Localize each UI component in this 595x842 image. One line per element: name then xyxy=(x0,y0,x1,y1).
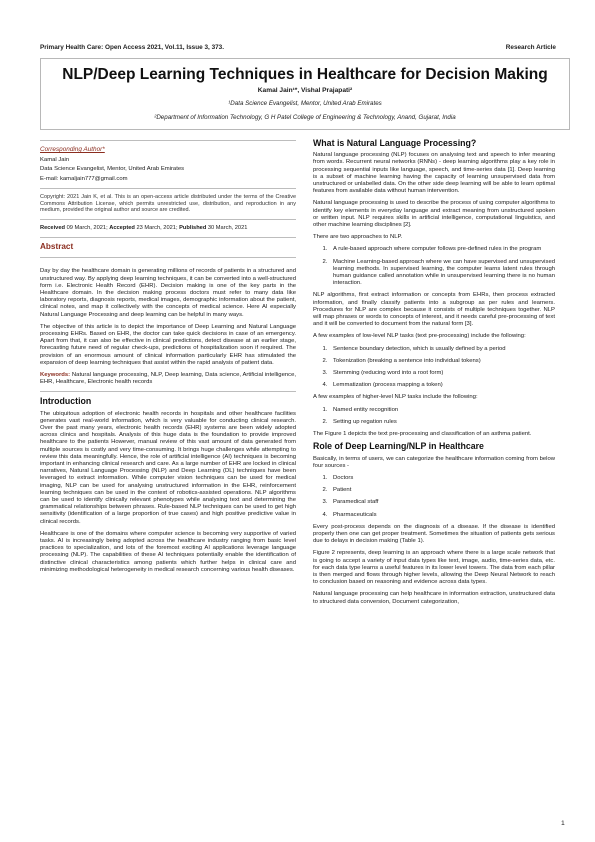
list-item: 1. Doctors xyxy=(329,475,555,482)
sources-list xyxy=(313,475,555,519)
list-item: 1. A rule-based approach where computer follows pre-defined rules in the program xyxy=(329,246,555,253)
nlp-paragraph-7: The Figure 1 depicts the text pre-processing and classification of an asthma patient. xyxy=(313,431,532,438)
list-item: 1. Named entity recognition xyxy=(329,407,555,414)
accepted-date: 23 March, 2021; xyxy=(134,224,180,231)
accepted-label: Accepted xyxy=(109,224,135,231)
list-item: 2. Patient xyxy=(329,487,555,494)
right-column xyxy=(313,140,555,611)
role-paragraph-1: Basically, in terms of users, we can categorize the healthcare information coming from below four sources - xyxy=(313,455,555,469)
left-column xyxy=(40,140,296,579)
abstract-paragraph-2: The objective of this article is to depict the importance of Deep Learning and Natural Language processing EHRs. Based on EHR, the doctor can take quick decisions in case of an emergency. Apart from that, it can also be effective in clinical predictions, detect disease at an earlier stage, forecasting future need of regular check-ups, predictions of hospitalization soon if required. The provision of an enormous amount of clinical information particularly EHR has stimulated the expansion of deep learning techniques that assist within the rapid analysis of patient data. xyxy=(40,323,296,366)
affiliation-2: ²Department of Information Technology, G H Patel College of Engineering & Technology, Anand, Gujarat, India xyxy=(154,114,456,121)
nlp-paragraph-2: Natural language processing is used to describe the process of using computer algorithms to identify key elements in everyday language and extract meaning from unstructured spoken or written input. NLP requires skills in artificial intelligence, computational linguistics, and other machine learning disciplines [2]. xyxy=(313,200,555,229)
abstract-heading: Abstract xyxy=(40,242,74,252)
keywords-text: Natural language processing, NLP, Deep learning, Data science, Artificial intelligence, EHR, Healthcare, Electronic health records xyxy=(40,371,296,386)
introduction-paragraph-2: Healthcare is one of the domains where computer science is becoming very supportive of varied tasks. AI is increasingly being adopted across the healthcare industry ranging from basic level practices to specialization, and lots of the foremost exciting AI applications leverage language processing (NLP). The capabilities of these AI techniques potentially enable the identification of distinctive clinical characteristics among patients which further helps in clinical care and minimizing methodological heterogeneity in medical research concerning various health diseases. xyxy=(40,530,296,573)
journal-header: Primary Health Care: Open Access 2021, Vol.11, Issue 3, 373. xyxy=(40,44,225,51)
role-paragraph-2: Every post-process depends on the diagnosis of a disease. If the disease is identified properly then one can get proper treatment. Sometimes the situation of patients gets serious due to delays in decision making (Table 1). xyxy=(313,523,555,545)
low-level-tasks-list xyxy=(313,346,555,390)
role-heading: Role of Deep Learning/NLP in Healthcare xyxy=(313,441,484,452)
affiliation-1: ¹Data Science Evangelist, Mentor, United Arab Emirates xyxy=(228,100,382,107)
high-level-tasks-list xyxy=(313,407,555,426)
list-item: 2. Setting up regation rules xyxy=(329,419,555,426)
keywords xyxy=(40,372,296,386)
nlp-paragraph-5: A few examples of low-level NLP tasks (text pre-processing) include the following: xyxy=(313,333,526,340)
nlp-paragraph-3: There are two approaches to NLP. xyxy=(313,234,403,241)
corresponding-author-heading: Corresponding Author* xyxy=(40,146,105,153)
divider xyxy=(40,188,296,189)
what-is-nlp-heading: What is Natural Language Processing? xyxy=(313,138,477,148)
article-dates xyxy=(40,225,296,232)
introduction-paragraph-1: The ubiquitous adoption of electronic health records in hospitals and other healthcare facilities generates vast real-world information, which is very valuable for conducting clinical research. Over the past many years, electronic health records (EHR) systems are been widely adopted across clinics and hospitals. Analysis of this huge data is the foundation to provide improved healthcare to the patients However, manual review of this vast amount of data generated from multiple sources is costly and very time-consuming. It brings huge challenges while attempting to review this data meaningfully. Hence, the role of artificial intelligence (AI) techniques is becoming important in enhancing clinical research and care. As a large number of EHR are locked in clinical narratives, Natural Language Processing (NLP) and Deep Learning (DL) techniques have been leveraged to extract information. While computer vision techniques can be used for medical imaging, NLP can be used for analysing unstructured information in the EHR, reinforcement learning techniques can be used in the context of robotics-assisted operations. NLP algorithms can be used to identify clinically relevant phenotypes while analysing text and determining the grammatical relationships between phrases. Rule-based NLP techniques can be used to get high sensitivity (identification of a large proportion of true cases) and high positive predictive value in clinical records. xyxy=(40,410,296,525)
published-date: 30 March, 2021 xyxy=(206,224,248,231)
list-item: 3. Stemming (reducing word into a root form) xyxy=(329,370,555,377)
received-date: 09 March, 2021; xyxy=(64,224,110,231)
article-type: Research Article xyxy=(505,44,556,51)
corresponding-name: Kamal Jain xyxy=(40,157,70,164)
divider xyxy=(40,391,296,392)
list-item: 2. Machine Learning-based approach where we can have supervised and unsupervised learning methods. In supervised learning, the computer learns latent rules through human guidance called annotation while in unsupervised learning there is no human interaction. xyxy=(329,259,555,288)
list-item: 4. Pharmaceuticals xyxy=(329,512,555,519)
divider xyxy=(40,140,296,141)
page-number: 1 xyxy=(561,820,565,827)
corresponding-role: Data Science Evangelist, Mentor, United Arab Emirates xyxy=(40,166,185,173)
list-item: 1. Sentence boundary detection, which is usually defined by a period xyxy=(329,346,555,353)
nlp-paragraph-1: Natural language processing (NLP) focuses on analysing text and speech to infer meaning from words. Recurrent neural networks (RNNs) - deep learning algorithms play a key role in processing sequential inputs like language, speech, and time-series data [1]. Deep learning is a subset of machine learning having the capacity of learning unsupervised data from unstructured or unlabelled data. On the other side deep learning will be able to learn optimal features from available data without human intervention. xyxy=(313,152,555,195)
abstract-paragraph-1: Day by day the healthcare domain is generating millions of records of patients in a structured and unstructured way. By applying deep learning techniques, it can be converted into a well-structured form i.e. Electronic Health Record (EHR). Decision making is one of the key parts in the Healthcare domain. In the decision making process doctors must refer to many data like laboratory reports, diagnosis reports, medical images, demographic information about the patient, clinical notes, and map it collectively with the concepts of medical science. Here AI especially Natural Language Processing and deep learning can be helpful in many ways. xyxy=(40,268,296,318)
role-paragraph-3: Figure 2 represents, deep learning is an approach where there is a large scale network that is going to accept a variety of input data types like text, image, audio, time-series data, etc. for each data type learns a useful features in its lower level towers. The data from each pillar is then merged and flows through higher levels, allowing the Deep Neural Network to reach to conclusion based on reasoning and evidence across data types. xyxy=(313,550,555,586)
article-title: NLP/Deep Learning Techniques in Healthcare for Decision Making xyxy=(62,66,548,83)
list-item: 2. Tokenization (breaking a sentence into individual tokens) xyxy=(329,358,555,365)
approaches-list xyxy=(313,246,555,287)
keywords-label: Keywords: xyxy=(40,371,71,378)
divider xyxy=(40,219,296,220)
introduction-heading: Introduction xyxy=(40,396,92,407)
role-paragraph-4: Natural language processing can help healthcare in information extraction, unstructured data to structured data conversion, Document categorization, xyxy=(313,591,555,605)
divider xyxy=(40,257,296,258)
author-list: Kamal Jain¹*, Vishal Prajapati² xyxy=(257,87,353,94)
nlp-paragraph-4: NLP algorithms, first extract information or concepts from EHRs, then process extracted information, and finally classify patients into a subgroup as per rules and learners. Procedures for NLP are complex because it consists of multiple techniques together. NLP will map phrases or words to concepts of interest, and it needs careful pre-processing of text and it will be converted to document from the natural form [3]. xyxy=(313,292,555,328)
divider xyxy=(40,237,296,238)
nlp-paragraph-6: A few examples of higher-level NLP tasks include the following: xyxy=(313,394,478,401)
copyright-notice: Copyright: 2021 Jain K, et al. This is an open-access article distributed under the terms of the Creative Commons Attribution License, which permits unrestricted use, distribution, and reproduction in any medium, provided the original author and source are credited. xyxy=(40,193,296,214)
published-label: Published xyxy=(179,224,207,231)
list-item: 3. Paramedical staff xyxy=(329,499,555,506)
received-label: Received xyxy=(40,224,65,231)
corresponding-email: E-mail: kamaljain777@gmail.com xyxy=(40,175,128,182)
list-item: 4. Lemmatization (process mapping a token) xyxy=(329,382,555,389)
